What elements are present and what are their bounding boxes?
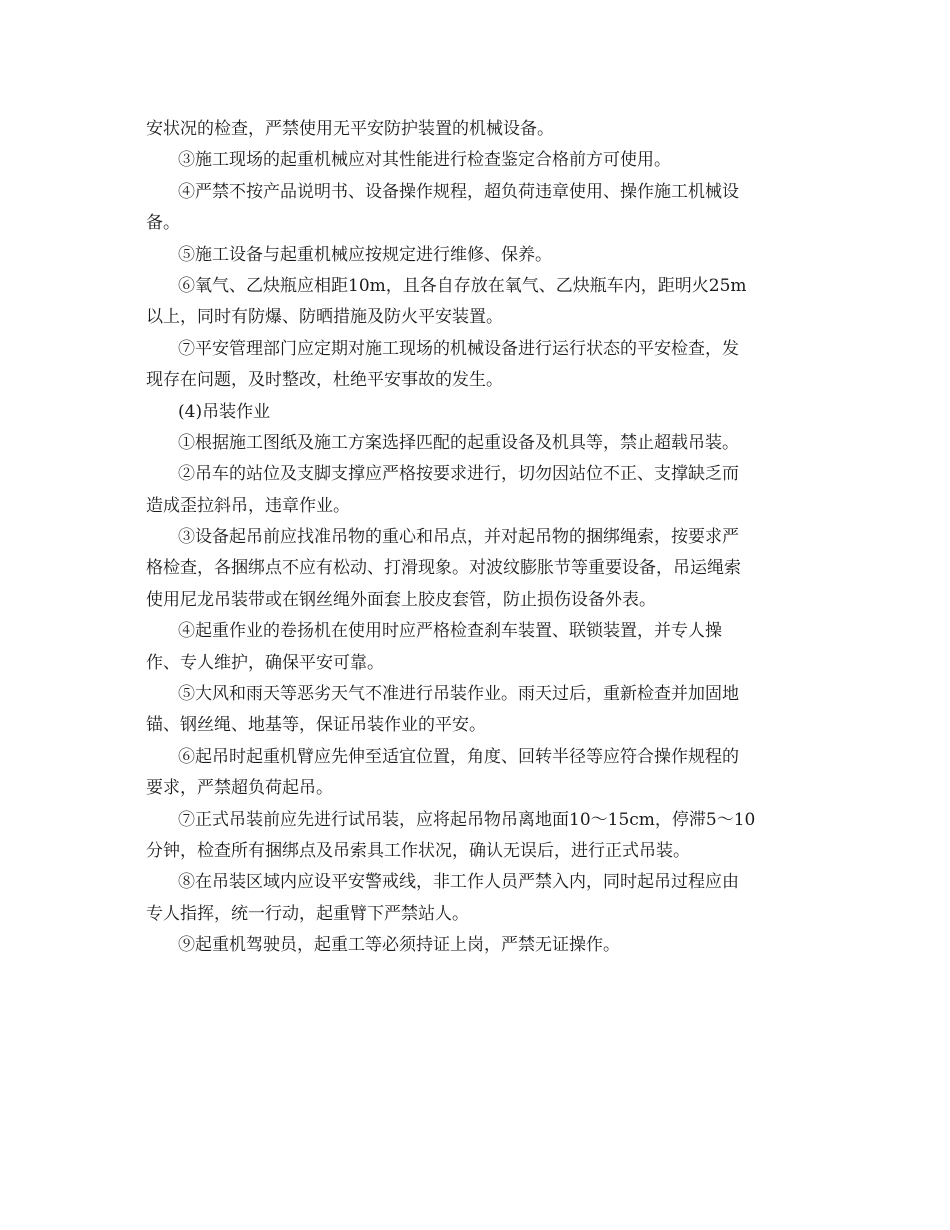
text-line: 作、专人维护，确保平安可靠。 [146, 652, 384, 673]
text-line: ⑦正式吊装前应先进行试吊装，应将起吊物吊离地面10～15cm，停滞5～10 [178, 809, 756, 830]
text-line: ⑧在吊装区域内应设平安警戒线，非工作人员严禁入内，同时起吊过程应由 [178, 872, 739, 893]
text-line: 要求，严禁超负荷起吊。 [146, 778, 333, 799]
text-line: ⑦平安管理部门应定期对施工现场的机械设备进行运行状态的平安检查，发 [178, 338, 739, 359]
text-line: ⑤施工设备与起重机械应按规定进行维修、保养。 [178, 244, 552, 265]
text-line: ④严禁不按产品说明书、设备操作规程，超负荷违章使用、操作施工机械设 [178, 181, 739, 202]
text-line: 以上，同时有防爆、防晒措施及防火平安装置。 [146, 307, 503, 328]
text-line: ④起重作业的卷扬机在使用时应严格检查刹车装置、联锁装置，并专人操 [178, 621, 722, 642]
text-line: ⑤大风和雨天等恶劣天气不准进行吊装作业。雨天过后，重新检查并加固地 [178, 684, 739, 705]
text-line: ⑥起吊时起重机臂应先伸至适宜位置，角度、回转半径等应符合操作规程的 [178, 746, 739, 767]
text-line: 现存在问题，及时整改，杜绝平安事故的发生。 [146, 370, 503, 391]
text-line: ③施工现场的起重机械应对其性能进行检查鉴定合格前方可使用。 [178, 150, 671, 171]
text-line: 使用尼龙吊装带或在钢丝绳外面套上胶皮套管，防止损伤设备外表。 [146, 589, 656, 610]
text-line: 备。 [146, 213, 180, 234]
text-line: 锚、钢丝绳、地基等，保证吊装作业的平安。 [146, 715, 486, 736]
text-line: ①根据施工图纸及施工方案选择匹配的起重设备及机具等，禁止超载吊装。 [178, 432, 739, 453]
text-line: 格检查，各捆绑点不应有松动、打滑现象。对波纹膨胀节等重要设备，吊运绳索 [146, 558, 741, 579]
text-line: ⑨起重机驾驶员，起重工等必须持证上岗，严禁无证操作。 [178, 935, 620, 956]
document-body [146, 114, 798, 962]
text-line: (4)吊装作业 [178, 401, 271, 422]
text-line: 造成歪拉斜吊，违章作业。 [146, 495, 350, 516]
text-line: 分钟，检查所有捆绑点及吊索具工作状况，确认无误后，进行正式吊装。 [146, 840, 690, 861]
text-line: ②吊车的站位及支脚支撑应严格按要求进行，切勿因站位不正、支撑缺乏而 [178, 464, 739, 485]
text-line: ⑥氧气、乙炔瓶应相距10m，且各自存放在氧气、乙炔瓶车内，距明火25m [178, 275, 747, 296]
text-line: ③设备起吊前应找准吊物的重心和吊点，并对起吊物的捆绑绳索，按要求严 [178, 527, 739, 548]
text-line: 安状况的检查，严禁使用无平安防护装置的机械设备。 [146, 119, 554, 139]
text-line: 专人指挥，统一行动，起重臂下严禁站人。 [146, 903, 469, 924]
